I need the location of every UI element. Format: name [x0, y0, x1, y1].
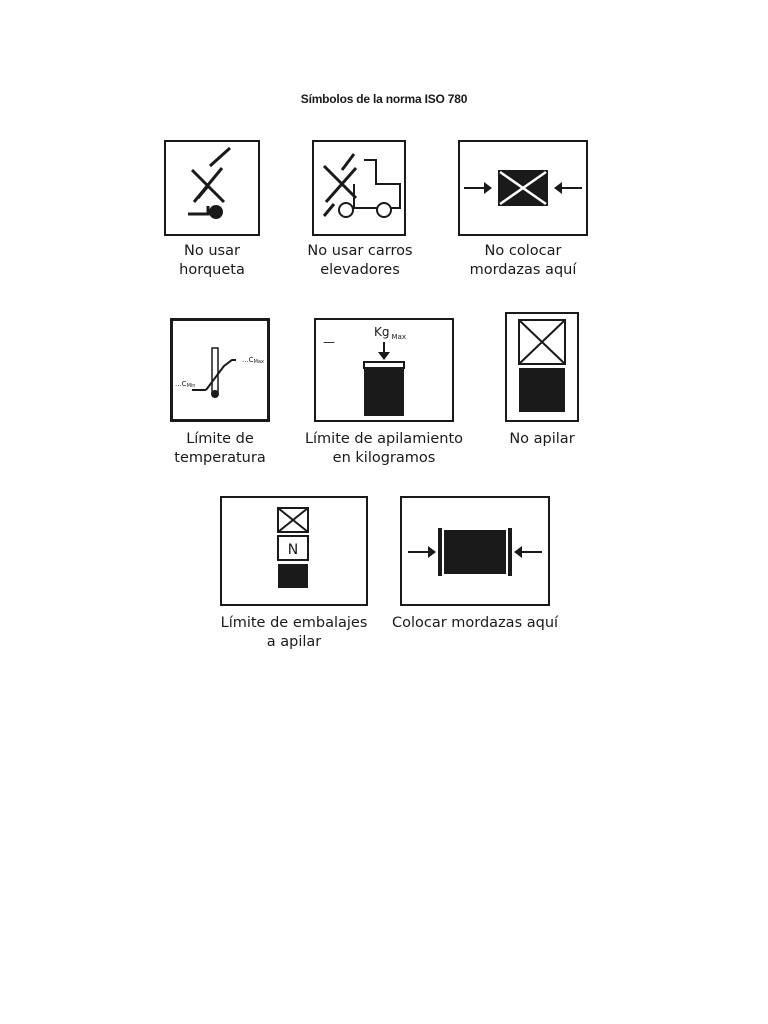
- caption-line-2: mordazas aquí: [469, 262, 577, 278]
- caption-clamp-here: [382, 614, 568, 633]
- caption-no-hand-hook: [152, 242, 272, 280]
- no-clamp-icon: [458, 140, 588, 236]
- caption-line-1: Límite de embalajes: [220, 615, 368, 631]
- symbol-stack-count: [220, 496, 368, 606]
- caption-line-2: elevadores: [320, 262, 400, 278]
- no-forklift-icon: [312, 140, 406, 236]
- caption-stacking-limit: [296, 430, 472, 468]
- caption-line-1: No usar carros: [307, 243, 413, 259]
- stack-count-icon: [220, 496, 368, 606]
- caption-temperature-limit: [160, 430, 280, 468]
- clamp-here-icon: [400, 496, 550, 606]
- caption-no-clamp: [448, 242, 598, 280]
- caption-line-2: en kilogramos: [332, 450, 436, 466]
- symbol-no-stack: [505, 312, 579, 422]
- no-hand-hook-icon: [164, 140, 260, 236]
- caption-line-1: Límite de apilamiento: [304, 431, 464, 447]
- no-stack-icon: [505, 312, 579, 422]
- caption-line-1: Límite de: [186, 431, 254, 447]
- svg-text:N: N: [287, 542, 299, 558]
- symbol-no-clamp: [458, 140, 588, 236]
- symbol-temperature-limit: [170, 318, 270, 422]
- thermometer-icon: [170, 318, 270, 422]
- caption-line-2: temperatura: [174, 450, 266, 466]
- svg-text:—: —: [323, 335, 335, 349]
- symbol-clamp-here: [400, 496, 550, 606]
- svg-text:...CMax: ...CMax: [242, 356, 264, 365]
- caption-line-2: a apilar: [266, 634, 322, 650]
- symbol-no-forklift: [312, 140, 406, 236]
- caption-no-forklift: [290, 242, 430, 280]
- symbol-no-hand-hook: [164, 140, 260, 236]
- caption-no-stack: [492, 430, 592, 449]
- svg-text:KgMax: Kg $_{Max}$: [374, 325, 406, 341]
- symbol-stacking-limit: [314, 318, 454, 422]
- stacking-limit-icon: [314, 318, 454, 422]
- svg-text:...CMin: ...CMin: [175, 380, 196, 389]
- caption-line-2: horqueta: [179, 262, 245, 278]
- caption-line-1: Colocar mordazas aquí: [391, 615, 559, 631]
- document-title: Símbolos de la norma ISO 780: [300, 92, 468, 106]
- caption-line-1: No usar: [184, 243, 240, 259]
- caption-line-1: No colocar: [484, 243, 562, 259]
- caption-line-1: No apilar: [509, 431, 575, 447]
- caption-stack-count: [212, 614, 376, 652]
